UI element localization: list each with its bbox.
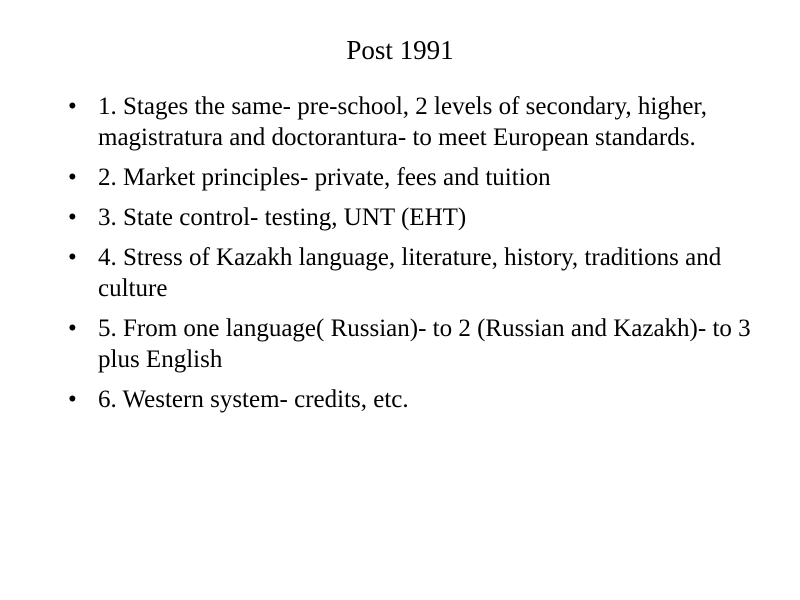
bullet-item: [64, 202, 754, 233]
bullet-text: 5. From one language( Russian)- to 2 (Russian and Kazakh)- to 3 plus English: [98, 315, 751, 373]
bullet-item: [64, 242, 754, 304]
bullet-marker: •: [68, 315, 77, 342]
bullet-text: 6. Western system- credits, etc.: [98, 386, 409, 413]
slide-title: Post 1991: [346, 35, 454, 65]
bullet-marker: •: [68, 164, 77, 191]
bullet-list: [64, 91, 754, 424]
bullet-text: 1. Stages the same- pre-school, 2 levels of secondary, higher, magistratura and doctorantura- to meet European standards.: [98, 93, 707, 151]
bullet-text: 3. State control- testing, UNT (EHT): [98, 204, 467, 231]
bullet-marker: •: [68, 244, 77, 271]
bullet-text: 2. Market principles- private, fees and tuition: [98, 164, 551, 191]
bullet-item: [64, 313, 754, 375]
bullet-item: [64, 91, 754, 153]
bullet-marker: •: [68, 93, 77, 120]
bullet-marker: •: [68, 204, 77, 231]
bullet-text: 4. Stress of Kazakh language, literature, history, traditions and culture: [98, 244, 722, 302]
bullet-item: [64, 384, 754, 415]
bullet-marker: •: [68, 386, 77, 413]
bullet-item: [64, 162, 754, 193]
